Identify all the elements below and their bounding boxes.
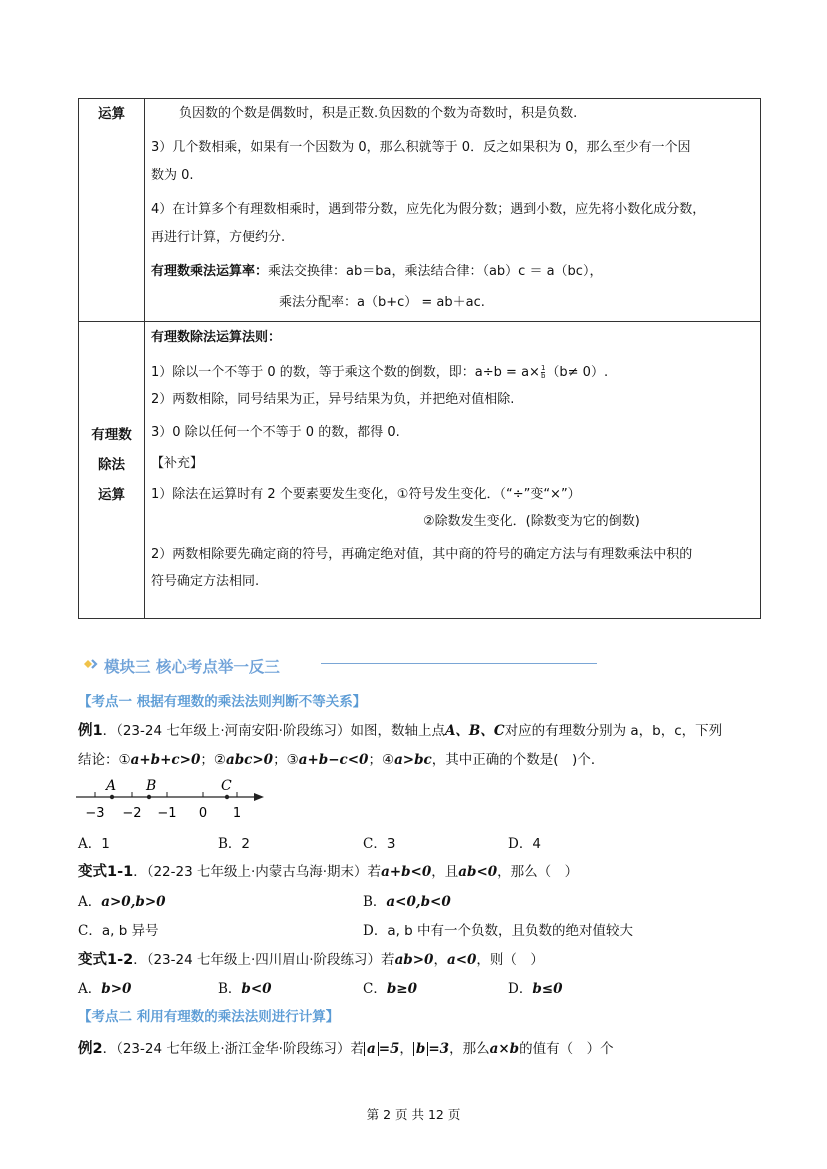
option-label: A． xyxy=(78,894,102,910)
condition: a+b<0 xyxy=(381,864,432,880)
option-text: a, b 中有一个负数，且负数的绝对值较大 xyxy=(387,923,634,939)
option-text: b≥0 xyxy=(386,981,417,997)
option-label: C． xyxy=(363,836,387,852)
tick-label: 0 xyxy=(198,806,208,821)
division-title: 有理数除法运算法则： xyxy=(151,330,282,345)
option-b[interactable] xyxy=(363,890,451,910)
option-text: b>0 xyxy=(101,981,132,997)
table-row-multiplication xyxy=(79,99,761,322)
conclusion-4: a>bc xyxy=(394,752,432,768)
absolute-value-a: a xyxy=(364,1042,379,1056)
supplement-label: 【补充】 xyxy=(151,456,204,471)
option-text: a, b 异号 xyxy=(101,923,159,939)
key-point-heading: 【考点一 根据有理数的乘法法则判断不等关系】 xyxy=(78,694,367,710)
variant-source: ．（23-24 七年级上·四川眉山·阶段练习）若 xyxy=(133,952,395,968)
row-label-line: 运算 xyxy=(98,487,125,503)
separator: ； xyxy=(200,752,214,768)
row-label xyxy=(79,322,144,510)
option-d[interactable] xyxy=(508,977,562,997)
value: =5 xyxy=(378,1041,400,1057)
option-b[interactable] xyxy=(218,977,272,997)
example-text: ，那么 xyxy=(449,1041,490,1057)
law-text: 乘法交换律：ab＝ba，乘法结合律：（ab）c ＝ a（bc）， xyxy=(268,264,603,279)
circled-number: ② xyxy=(213,752,226,768)
circled-number: ④ xyxy=(381,752,395,768)
absolute-value-b: b xyxy=(413,1042,428,1056)
point-names: A、B、C xyxy=(444,723,505,739)
option-text: a>0,b>0 xyxy=(101,894,166,910)
section-title: 模块三 核心考点举一反三 xyxy=(104,658,280,676)
point-b-dot xyxy=(147,795,151,799)
text-line: ②除数发生变化．(除数变为它的倒数) xyxy=(423,514,640,529)
example-text: 对应的有理数分别为 a，b，c，下列 xyxy=(504,723,723,739)
option-label: D． xyxy=(508,836,533,852)
text-line: 3）0 除以任何一个不等于 0 的数，都得 0. xyxy=(151,425,400,440)
option-d[interactable] xyxy=(508,832,541,852)
conclusion-1: a+b+c>0 xyxy=(130,752,201,768)
diamond-arrow-icon xyxy=(82,657,100,671)
point-label: B xyxy=(146,778,157,794)
text-line: 3）几个数相乘，如果有一个因数为 0，那么积就等于 0．反之如果积为 0，那么至少有一个因 xyxy=(151,140,691,155)
option-d[interactable] xyxy=(363,919,633,939)
option-c[interactable] xyxy=(363,832,395,852)
example-text: 的值有（ ）个 xyxy=(519,1041,614,1057)
text-line: 2）两数相除，同号结果为正，异号结果为负，并把绝对值相除. xyxy=(151,392,515,407)
point-a-dot xyxy=(110,795,114,799)
tick-label: −1 xyxy=(157,806,177,821)
example-2 xyxy=(78,1037,614,1058)
condition: a<0 xyxy=(446,952,477,968)
fraction xyxy=(541,365,545,380)
option-label: B． xyxy=(218,981,242,997)
example-1-line-2 xyxy=(78,748,604,768)
variant-label: 变式1-1 xyxy=(78,864,134,880)
table-row-division xyxy=(79,322,761,619)
tick-marks xyxy=(95,792,237,797)
separator: ， xyxy=(399,1041,413,1057)
law-title: 有理数乘法运算率： xyxy=(151,264,269,279)
option-a[interactable] xyxy=(78,977,131,997)
text-line: 负因数的个数是偶数时，积是正数.负因数的个数为奇数时，积是负数. xyxy=(179,106,578,121)
option-text: 3 xyxy=(386,836,396,852)
text-line: 再进行计算，方便约分. xyxy=(151,230,286,245)
fraction-denominator: b xyxy=(540,372,546,380)
variant-label: 变式1-2 xyxy=(78,952,134,968)
option-a[interactable] xyxy=(78,832,110,852)
variant-1-1 xyxy=(78,860,578,881)
option-b[interactable] xyxy=(218,832,250,852)
option-c[interactable] xyxy=(363,977,417,997)
variant-1-2 xyxy=(78,948,544,969)
value: =3 xyxy=(428,1041,450,1057)
example-text: 结论：① xyxy=(78,752,131,768)
point-label: C xyxy=(221,778,232,794)
example-label: 例2 xyxy=(78,1041,103,1057)
rule-text: 1）除以一个不等于 0 的数，等于乘这个数的倒数，即：a÷b = a× xyxy=(151,365,540,380)
text-line: 2）两数相除要先确定商的符号，再确定绝对值，其中商的符号的确定方法与有理数乘法中积的 xyxy=(151,547,693,562)
option-label: B． xyxy=(218,836,242,852)
page-footer: 第 2 页 共 12 页 xyxy=(366,1107,461,1122)
text-line: 符号确定方法相同. xyxy=(151,574,260,589)
separator: ； xyxy=(273,752,287,768)
row-label: 运算 xyxy=(98,106,125,122)
example-1-line-1 xyxy=(78,719,722,740)
point-c-dot xyxy=(225,795,229,799)
point-label: A xyxy=(106,778,117,794)
rules-table xyxy=(78,98,761,619)
option-label: D． xyxy=(363,923,388,939)
option-label: B． xyxy=(363,894,387,910)
option-label: D． xyxy=(508,981,533,997)
option-c[interactable] xyxy=(78,919,159,939)
row-label-line: 有理数 xyxy=(91,427,132,443)
tick-label: −3 xyxy=(85,806,105,821)
example-source: ．（23-24 七年级上·河南安阳·阶段练习）如图，数轴上点 xyxy=(102,723,445,739)
law-line xyxy=(151,260,754,279)
example-text: ，其中正确的个数是( )个． xyxy=(431,752,605,768)
variant-text: ， xyxy=(433,952,447,968)
option-label: A． xyxy=(78,836,102,852)
example-label: 例1 xyxy=(78,723,103,739)
expression: a×b xyxy=(489,1041,520,1057)
option-label: C． xyxy=(78,923,102,939)
conclusion-2: abc>0 xyxy=(225,752,274,768)
text-line: 1）除法在运算时有 2 个要素要发生变化，①符号发生变化．（“÷”变“×”） xyxy=(151,487,581,502)
tick-label: 1 xyxy=(232,806,242,821)
variant-text: ，则（ ） xyxy=(476,952,544,968)
option-text: b≤0 xyxy=(532,981,563,997)
option-a[interactable] xyxy=(78,890,166,910)
tick-label: −2 xyxy=(122,806,142,821)
option-text: b<0 xyxy=(241,981,272,997)
option-label: C． xyxy=(363,981,387,997)
section-divider xyxy=(321,663,597,664)
circled-number: ③ xyxy=(286,752,299,768)
option-label: A． xyxy=(78,981,102,997)
example-source: ．（23-24 七年级上·浙江金华·阶段练习）若 xyxy=(102,1041,364,1057)
text-line: 数为 0. xyxy=(151,168,194,183)
variant-source: ．（22-23 七年级上·内蒙古乌海·期末）若 xyxy=(133,864,382,880)
row-label-line: 除法 xyxy=(98,457,125,473)
conclusion-3: a+b−c<0 xyxy=(298,752,369,768)
law-line: 乘法分配率：a（b+c） = ab＋ac. xyxy=(279,295,485,310)
option-text: 2 xyxy=(241,836,251,852)
row-label-cell xyxy=(79,99,145,322)
variant-text: ，且 xyxy=(431,864,459,880)
number-line-figure xyxy=(72,773,272,823)
key-point-heading: 【考点二 利用有理数的乘法法则进行计算】 xyxy=(78,1009,340,1025)
text-line: 4）在计算多个有理数相乘时，遇到带分数，应先化为假分数；遇到小数，应先将小数化成分数， xyxy=(151,202,706,217)
variant-text: ，那么（ ） xyxy=(497,864,579,880)
row-content-cell xyxy=(145,99,761,322)
separator: ； xyxy=(368,752,382,768)
rule-text: （b≠ 0）. xyxy=(546,365,609,380)
condition: ab>0 xyxy=(394,952,434,968)
row-content-cell xyxy=(145,322,761,619)
condition: ab<0 xyxy=(458,864,498,880)
arrow-right-icon xyxy=(254,793,264,801)
fraction-numerator: 1 xyxy=(540,364,546,372)
option-text: 4 xyxy=(532,836,541,852)
row-label-cell xyxy=(79,322,145,619)
option-text: 1 xyxy=(101,836,110,852)
text-line xyxy=(151,361,754,380)
option-text: a<0,b<0 xyxy=(386,894,451,910)
